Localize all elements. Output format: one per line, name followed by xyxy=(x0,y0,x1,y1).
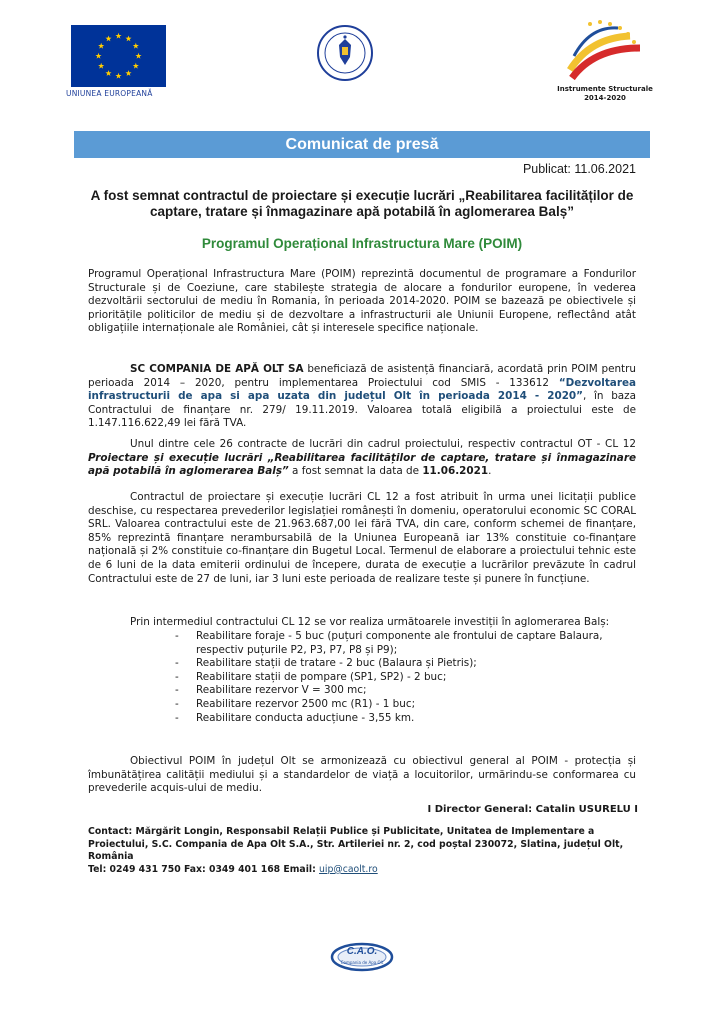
instrumente-structurale-logo xyxy=(560,18,648,82)
is-caption-title: Instrumente Structurale xyxy=(557,85,653,93)
paragraph-poim-intro: Programul Operațional Infrastructura Mare (POIM) reprezintă documentul de programare a Fondurilor Structurale și de Coeziune, care stabilește strategia de alocare a fondurilor europene, în vederea dezvoltării sectorului de mediu în Romania, în perioada 2014-2020. POIM se bazează pe obiectivele și prioritățile politicilor de mediu și de dezvoltare a infrastructurii ale Uniunii Europene, reflectând atât obligațiile internaționale ale României, cât și interesele specifice naționale. xyxy=(88,268,636,335)
list-item: - Reabilitare rezervor V = 300 mc; xyxy=(175,684,636,698)
paragraph-financing xyxy=(88,363,636,431)
eu-flag-logo xyxy=(71,25,166,87)
list-item: - Reabilitare stații de tratare - 2 buc (Balaura și Pietris); xyxy=(175,657,636,671)
company-logo xyxy=(330,942,394,972)
paragraph-award: Contractul de proiectare și execuție lucrări CL 12 a fost atribuit în urma unei licitații publice deschise, cu respectarea prevederilor legislației românești în domeniu, operatorului economic SC CORAL SRL. Valoarea contractului este de 21.963.687,00 lei fără TVA, din care, conform schemei de finanțare, 85% reprezintă finanțare nerambursabilă de la Uniunea Europeană iar 13% constituie co-finanțare națională și 2% constituie co-finanțare din Bugetul Local. Termenul de elaborare a proiectului tehnic este de 6 luni de la data emiterii ordinului de începere, durata de execuție a lucrărilor prevăzute în cadrul Contractului este de 27 de luni, iar 3 luni este perioada de realizare teste și punere în funcțiune. xyxy=(88,491,636,585)
government-seal-logo xyxy=(317,25,373,81)
headline: A fost semnat contractul de proiectare și execuție lucrări „Reabilitarea facilităților de captare, tratare și înmagazinare apă potabilă în aglomerarea Balș” xyxy=(90,188,634,219)
contact-block xyxy=(88,826,648,876)
project-name: “Dezvoltarea infrastructurii de apa si apa uzata din județul Olt în perioada 2014 - 2020” xyxy=(88,376,636,403)
financing-text-2: , în baza Contractului de finanțare nr. 279/ 19.11.2019. Valoarea totală eligibilă a proiectului este de 1.147.116.622,49 lei fără TVA. xyxy=(88,390,636,430)
instrumente-structurale-caption xyxy=(545,85,665,103)
list-item: - Reabilitare stații de pompare (SP1, SP2) - 2 buc; xyxy=(175,671,636,685)
financing-text-1: beneficiază de asistență financiară, acordată prin POIM pentru perioada 2014 – 2020, pentru implementarea Proiectului cod SMIS - 133612 xyxy=(88,363,636,389)
signature: I Director General: Catalin USURELU I xyxy=(427,804,638,815)
contract-title: Proiectare și execuție lucrări „Reabilitarea facilităților de captare, tratare și înmagazinare apă potabilă în aglomerarea Balș” xyxy=(88,451,636,478)
contact-phones: Tel: 0249 431 750 Fax: 0349 401 168 Email: xyxy=(88,863,320,875)
contract-text-1: Unul dintre cele 26 contracte de lucrări din cadrul proiectului, respectiv contractul OT - CL 12 xyxy=(130,438,636,450)
contact-email-link[interactable]: uip@caolt.ro xyxy=(319,863,378,875)
paragraph-objective: Obiectivul POIM în județul Olt se armonizează cu obiectivul general al POIM - protecția și îmbunătățirea calității mediului și a standardelor de viață a locuitorilor, urmărindu-se conformarea cu prevederile acquis-ului de mediu. xyxy=(88,755,636,795)
investments-intro: Prin intermediul contractului CL 12 se vor realiza următoarele investiții în aglomerarea Balș: xyxy=(130,616,610,628)
is-caption-period: 2014-2020 xyxy=(584,94,626,102)
signing-date: 11.06.2021 xyxy=(422,465,489,478)
program-title: Programul Operațional Infrastructura Mare (POIM) xyxy=(201,236,523,251)
contact-person: Mărgărit Longin xyxy=(135,826,220,837)
list-item: - Reabilitare foraje - 5 buc (puțuri componente ale frontului de captare Balaura, respectiv puțurile P2, P3, P7, P8 și P9); xyxy=(175,630,636,657)
company-logo-text: C.A.O. xyxy=(346,946,378,957)
list-item: - Reabilitare conducta aducțiune - 3,55 km. xyxy=(175,712,636,726)
contract-text-end: . xyxy=(488,465,492,478)
publish-date: Publicat: 11.06.2021 xyxy=(522,162,636,176)
paragraph-contract xyxy=(88,438,636,479)
contact-details: , Responsabil Relații Publice și Publicitate, Unitatea de Implementare a Proiectului, S.C. Compania de Apa Olt S.A., Str. Artileriei nr. 2, cod poștal 230072, Slatina, județul Olt, România xyxy=(88,826,624,863)
contract-text-2: a fost semnat la data de xyxy=(288,465,423,478)
investments-list xyxy=(88,630,636,725)
list-item: - Reabilitare rezervor 2500 mc (R1) - 1 buc; xyxy=(175,698,636,712)
company-logo-subtitle: Compania de Apa Olt xyxy=(340,960,384,965)
press-release-banner: Comunicat de presă xyxy=(74,131,650,158)
contact-label: Contact: xyxy=(88,826,136,837)
eu-caption: UNIUNEA EUROPEANĂ xyxy=(66,89,153,98)
company-name: SC COMPANIA DE APĂ OLT SA xyxy=(130,363,304,375)
